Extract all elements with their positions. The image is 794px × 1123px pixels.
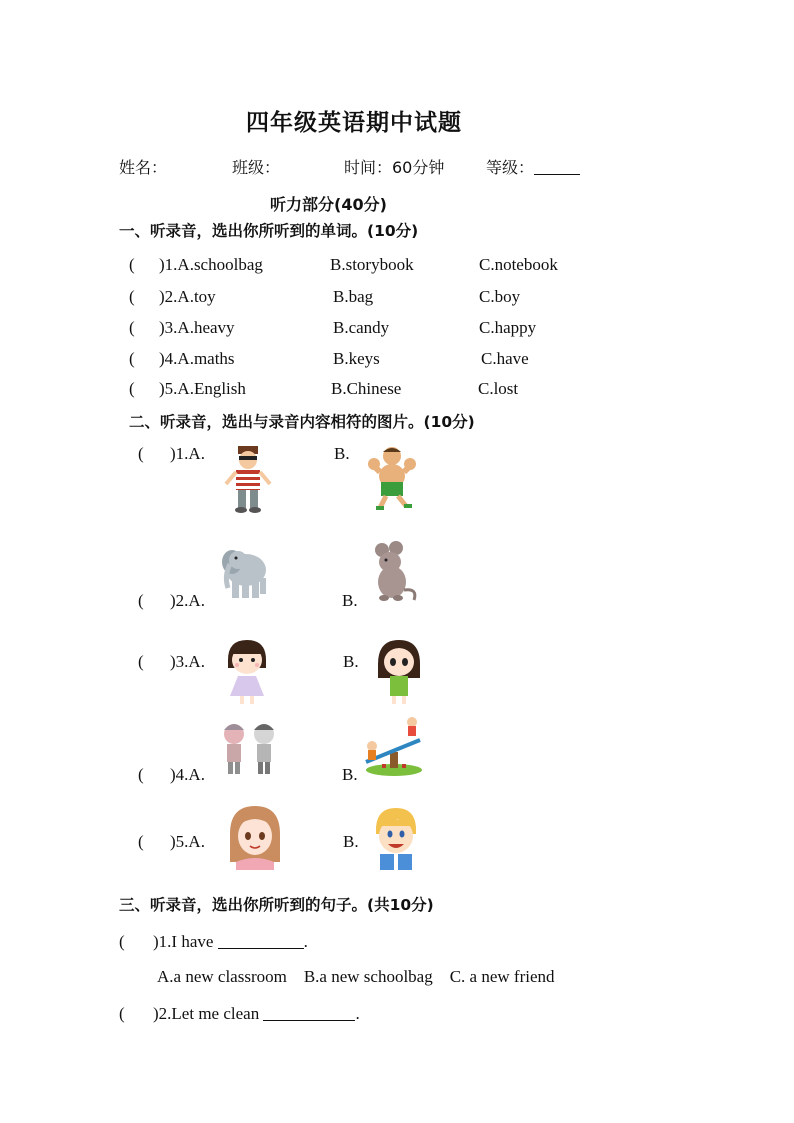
option-c: C.notebook [479, 255, 558, 274]
sentence-question-2: )2.Let me clean . [153, 1004, 360, 1023]
sentence-1-blank[interactable] [218, 934, 304, 949]
answer-paren[interactable]: ( [129, 379, 135, 398]
sentence-2-blank[interactable] [263, 1006, 355, 1021]
option-b: B.keys [333, 349, 380, 368]
answer-paren[interactable]: ( [129, 287, 135, 306]
picture-option-b: B. [342, 591, 358, 610]
two-children-talking-image[interactable] [220, 718, 278, 778]
picture-question-2: )2.A. [170, 591, 205, 610]
page-title: 四年级英语期中试题 [246, 110, 462, 136]
elephant-image[interactable] [218, 540, 270, 606]
answer-paren[interactable]: ( [138, 591, 144, 610]
picture-question-4: )4.A. [170, 765, 205, 784]
option-b: B.candy [333, 318, 390, 337]
picture-question-5: )5.A. [170, 832, 205, 851]
answer-paren[interactable]: ( [138, 832, 144, 851]
question-4: )4.A.maths [159, 349, 235, 368]
sentence-1-options: A.a new classroom B.a new schoolbag C. a new friend [157, 967, 555, 986]
option-c: C.lost [478, 379, 519, 398]
option-c: C.happy [479, 318, 537, 337]
option-b: B.Chinese [331, 379, 402, 398]
strong-man-image[interactable] [366, 444, 418, 514]
sentence-question-1: )1.I have . [153, 932, 308, 951]
listening-header: 听力部分(40分) [270, 195, 387, 214]
time-label: 时间：60分钟 [344, 158, 445, 177]
picture-option-b: B. [343, 652, 359, 671]
answer-paren[interactable]: ( [129, 255, 135, 274]
class-label: 班级： [232, 158, 281, 177]
answer-paren[interactable]: ( [119, 1004, 125, 1023]
option-c: C.boy [479, 287, 521, 306]
option-c: C.have [481, 349, 529, 368]
grade-blank[interactable] [534, 160, 580, 175]
answer-paren[interactable]: ( [129, 349, 135, 368]
picture-option-b: B. [342, 765, 358, 784]
boy-striped-shirt-image[interactable] [222, 444, 274, 514]
answer-paren[interactable]: ( [129, 318, 135, 337]
picture-question-3: )3.A. [170, 652, 205, 671]
question-2: )2.A.toy [159, 287, 216, 306]
girl-lilac-dress-image[interactable] [222, 638, 272, 708]
picture-option-b: B. [343, 832, 359, 851]
option-b: B.bag [333, 287, 374, 306]
children-seesaw-image[interactable] [362, 714, 424, 778]
option-b: B.storybook [330, 255, 414, 274]
smiling-woman-image[interactable] [226, 804, 284, 872]
answer-paren[interactable]: ( [138, 444, 144, 463]
part1-heading: 一、听录音，选出你所听到的单词。(10分) [119, 222, 419, 240]
answer-paren[interactable]: ( [138, 765, 144, 784]
answer-paren[interactable]: ( [119, 932, 125, 951]
part3-heading: 三、听录音，选出你所听到的句子。(共10分) [119, 896, 434, 914]
blond-boy-image[interactable] [368, 804, 424, 872]
answer-paren[interactable]: ( [138, 652, 144, 671]
name-label: 姓名： [119, 158, 168, 177]
girl-green-dress-image[interactable] [374, 638, 424, 708]
mouse-image[interactable] [368, 540, 420, 606]
picture-option-b: B. [334, 444, 350, 463]
question-3: )3.A.heavy [159, 318, 235, 337]
question-5: )5.A.English [159, 379, 246, 398]
question-1: )1.A.schoolbag [159, 255, 263, 274]
part2-heading: 二、听录音，选出与录音内容相符的图片。(10分) [129, 413, 475, 431]
picture-question-1: )1.A. [170, 444, 205, 463]
grade-label: 等级： [486, 155, 580, 178]
